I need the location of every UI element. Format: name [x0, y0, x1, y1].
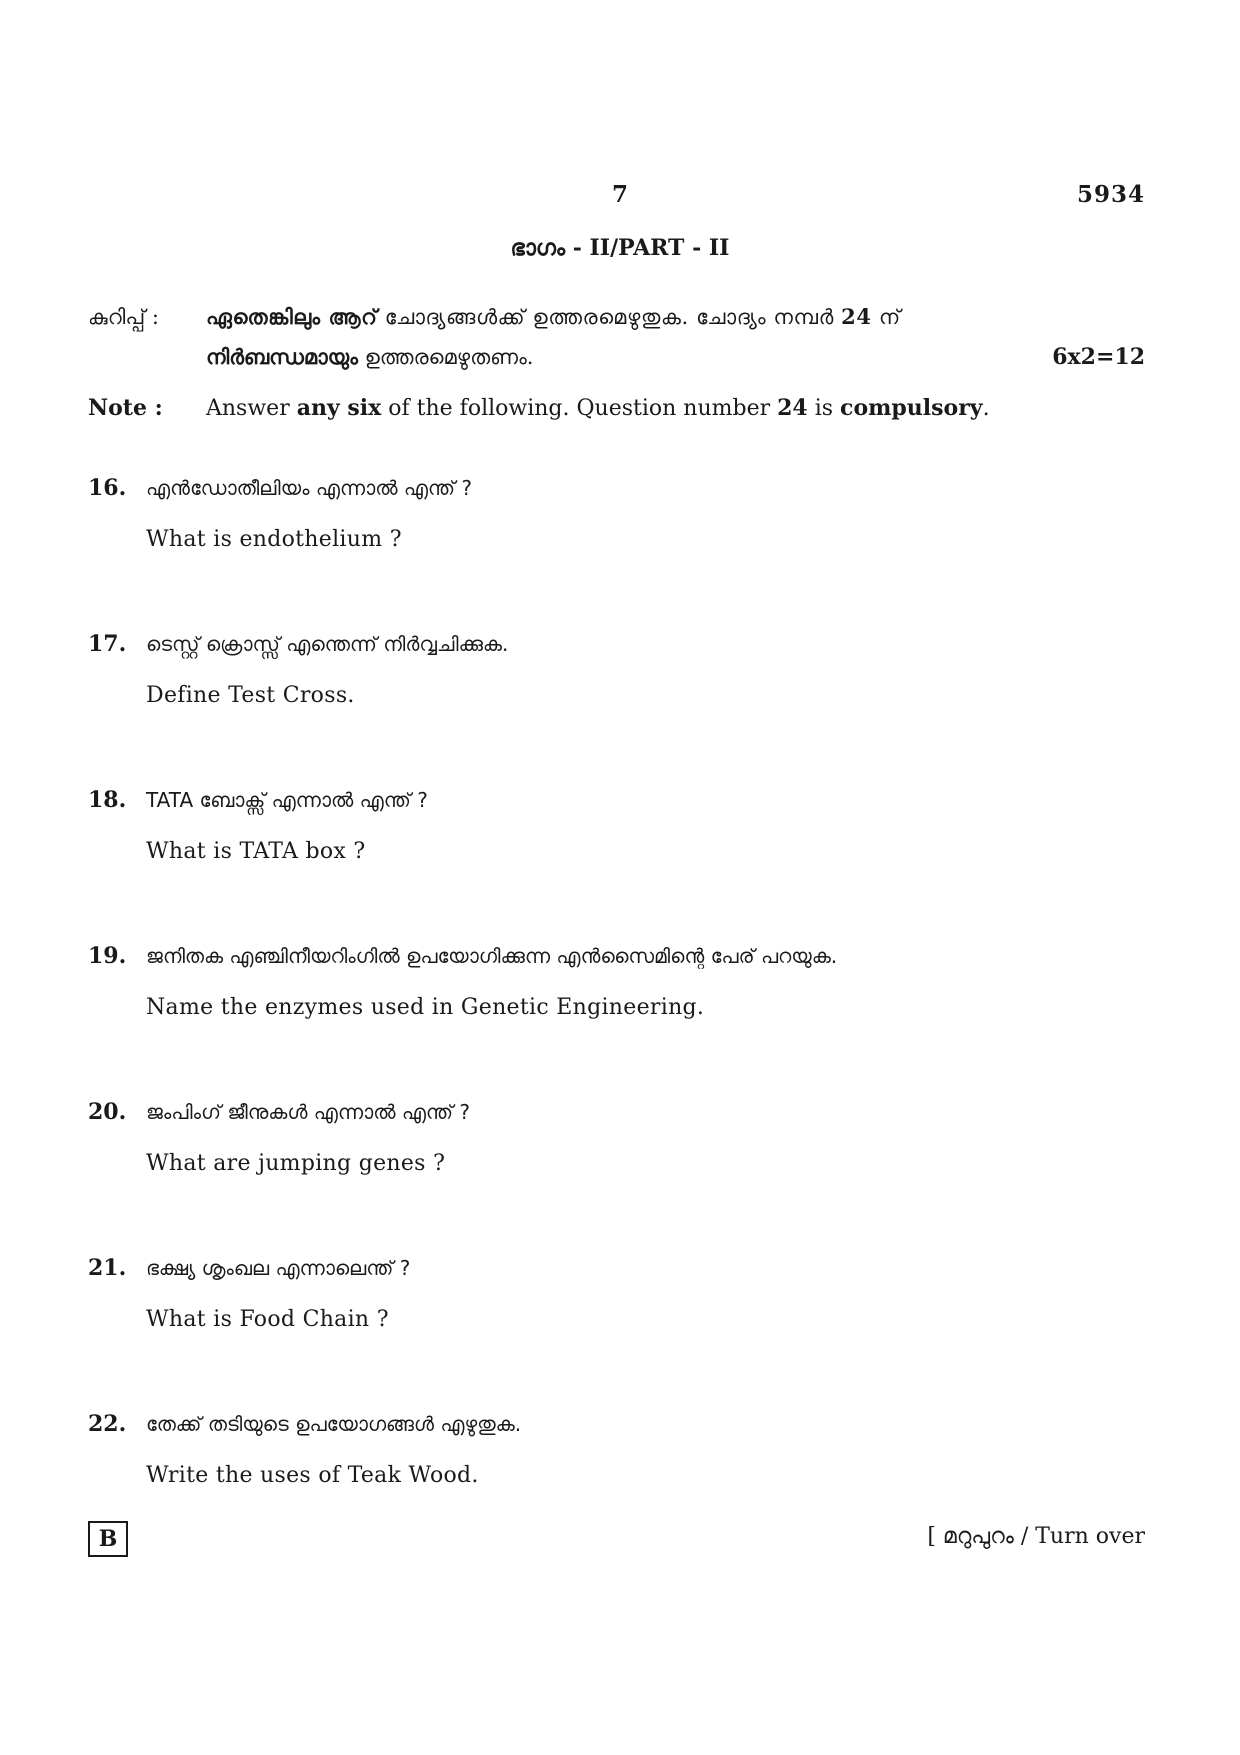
ml-note-label: കുറിപ്പ് :	[88, 305, 159, 329]
part-heading: ഭാഗം - II/PART - II	[510, 235, 730, 261]
ml-note-text-end: ന്	[871, 305, 901, 329]
question-19	[0, 941, 1240, 1051]
ml-note-line-1	[206, 302, 1146, 332]
question-text-malayalam: ഭക്ഷ്യ ശൃംഖല എന്നാലെന്ത് ?	[146, 1256, 411, 1280]
question-18	[0, 785, 1240, 895]
question-text-english: What is TATA box ?	[146, 839, 366, 864]
ml-note-bold-number: 24	[841, 304, 872, 329]
en-note-part: is	[807, 396, 841, 421]
question-20	[0, 1097, 1240, 1207]
en-note-text	[206, 393, 990, 424]
question-number: 19.	[88, 943, 127, 969]
question-21	[0, 1253, 1240, 1363]
question-text-malayalam: എൻഡോതീലിയം എന്നാൽ എന്ത് ?	[146, 476, 473, 500]
ml-note-line-2	[206, 342, 533, 372]
ml-note-bold-any-six: ഏതെങ്കിലും ആറ്	[206, 304, 378, 329]
turn-over-note: [ മറുപുറം / Turn over	[927, 1524, 1145, 1549]
question-17	[0, 629, 1240, 739]
question-series-box: B	[88, 1521, 128, 1557]
question-text-english: Write the uses of Teak Wood.	[146, 1463, 479, 1488]
en-note-bold-compulsory: compulsory	[840, 395, 983, 421]
question-text-malayalam: ടെസ്റ്റ് ക്രൊസ്സ് എന്തെന്ന് നിർവ്വചിക്കുക.	[146, 632, 509, 656]
en-note-label: Note :	[88, 395, 163, 421]
en-note-bold-number: 24	[777, 395, 808, 421]
question-text-english: What are jumping genes ?	[146, 1151, 446, 1176]
question-text-english: Name the enzymes used in Genetic Engineering.	[146, 995, 705, 1020]
question-16	[0, 473, 1240, 583]
question-22	[0, 1409, 1240, 1519]
question-number: 22.	[88, 1411, 127, 1437]
en-note-part: of the following. Question number	[381, 396, 778, 421]
en-note-part: .	[982, 396, 990, 421]
question-text-english: What is Food Chain ?	[146, 1307, 389, 1332]
question-text-english: What is endothelium ?	[146, 527, 402, 552]
ml-note-text: ചോദ്യങ്ങൾക്ക് ഉത്തരമെഴുതുക. ചോദ്യം നമ്പർ	[377, 305, 842, 329]
question-number: 16.	[88, 475, 127, 501]
question-text-malayalam: ജനിതക എഞ്ചിനീയറിംഗിൽ ഉപയോഗിക്കുന്ന എൻസൈമിന്റെ പേര് പറയുക.	[146, 944, 838, 968]
question-number: 17.	[88, 631, 127, 657]
question-number: 18.	[88, 787, 127, 813]
ml-note-text-final: ഉത്തരമെഴുതണം.	[357, 345, 534, 369]
en-note-part: Answer	[206, 396, 297, 421]
en-note-bold-any-six: any six	[296, 395, 382, 421]
marks-allocation: 6x2=12	[1052, 344, 1145, 370]
question-text-malayalam: തേക്ക് തടിയുടെ ഉപയോഗങ്ങൾ എഴുതുക.	[146, 1412, 522, 1436]
question-number: 20.	[88, 1099, 127, 1125]
question-text-malayalam: ജംപിംഗ് ജീനുകൾ എന്നാൽ എന്ത് ?	[146, 1100, 470, 1124]
page-number: 7	[611, 181, 628, 208]
question-text-malayalam: TATA ബോക്സ് എന്നാൽ എന്ത് ?	[146, 788, 428, 812]
ml-note-bold-compulsory: നിർബന്ധമായും	[206, 344, 358, 369]
question-text-english: Define Test Cross.	[146, 683, 355, 708]
paper-code: 5934	[1076, 181, 1145, 208]
question-number: 21.	[88, 1255, 127, 1281]
